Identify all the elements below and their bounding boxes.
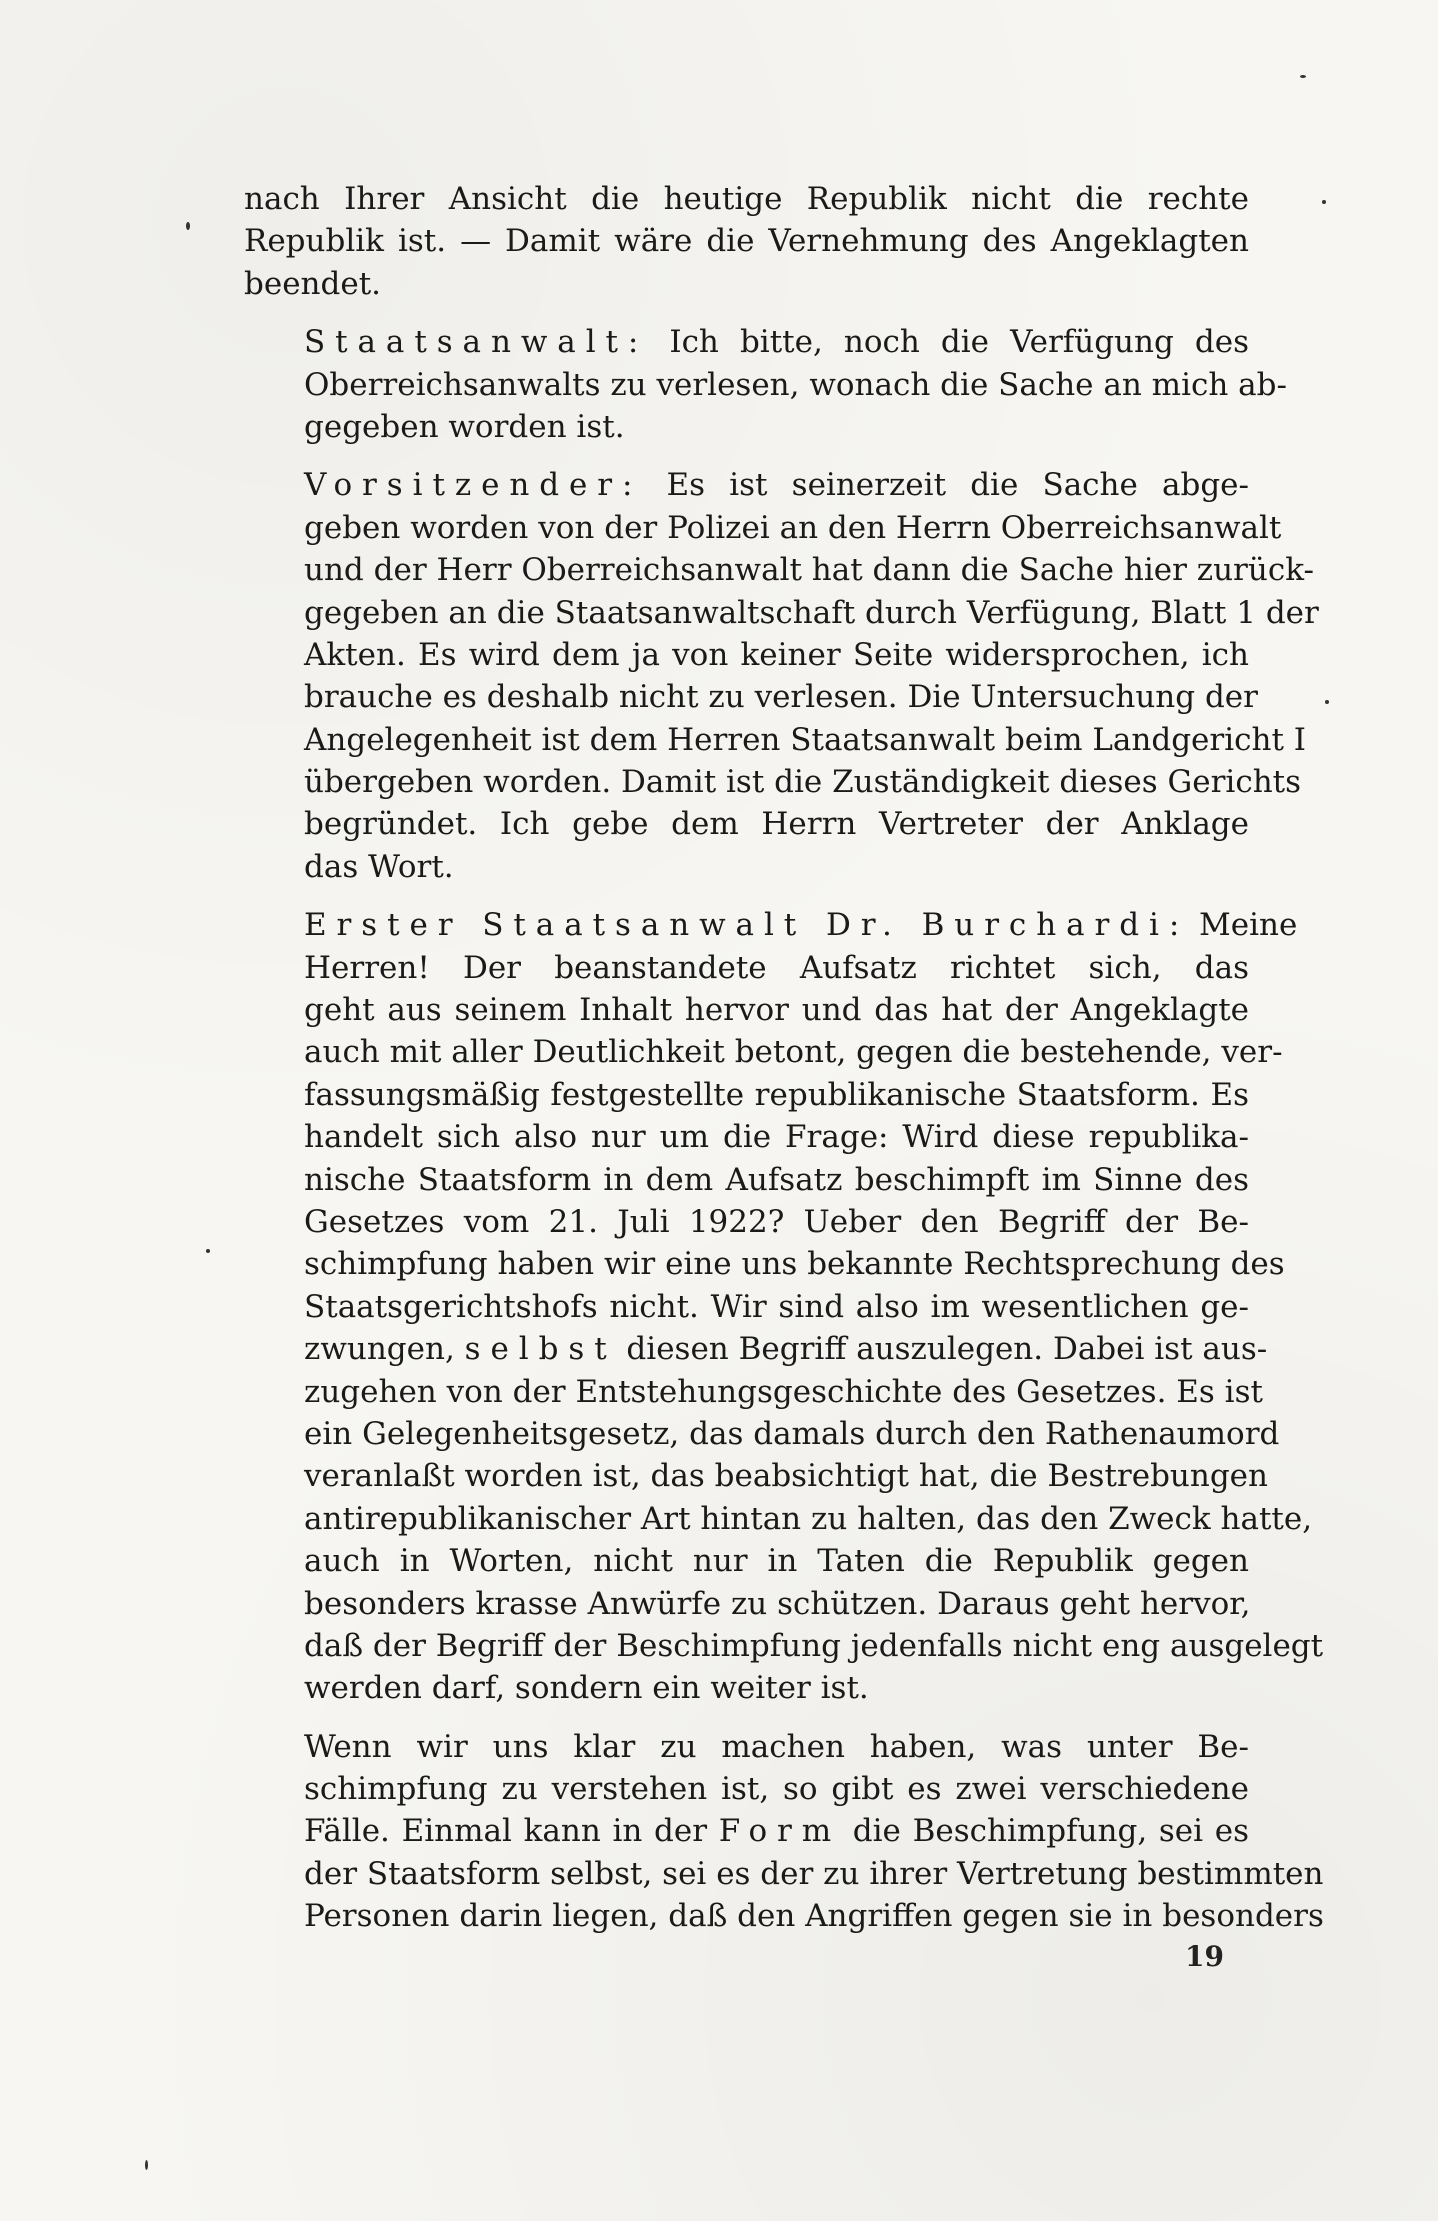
paragraph-4: [244, 904, 1324, 1709]
text-line: Herren! Der beanstandete Aufsatz richtet sich, das: [304, 949, 1249, 986]
text-line: beendet.: [244, 265, 382, 302]
text-line: Fälle. Einmal kann in der Form die Beschimpfung, sei es: [304, 1813, 1249, 1850]
text-line: Personen darin liegen, daß den Angriffen gegen sie in besonders: [304, 1898, 1324, 1935]
text-line: Akten. Es wird dem ja von keiner Seite widersprochen, ich: [304, 636, 1249, 673]
emphasized-word: Form: [718, 1813, 842, 1850]
body-text: [244, 178, 1324, 1938]
speaker-name: Vorsitzender:: [304, 467, 643, 504]
scan-speck: [206, 1249, 210, 1253]
text-line: antirepublikanischer Art hintan zu halten, das den Zweck hatte,: [304, 1500, 1313, 1537]
paragraph-2: [244, 321, 1287, 448]
scan-speck: [1300, 75, 1306, 78]
text-line: brauche es deshalb nicht zu verlesen. Die Untersuchung der: [304, 679, 1258, 716]
text-line: zwungen, selbst diesen Begriff auszulegen. Dabei ist aus-: [304, 1331, 1268, 1368]
text-line: Staatsanwalt: Ich bitte, noch die Verfügung des: [304, 324, 1249, 361]
text-line: Erster Staatsanwalt Dr. Burchardi: Meine: [304, 907, 1298, 944]
text-line: auch mit aller Deutlichkeit betont, gegen die bestehende, ver-: [304, 1034, 1283, 1071]
text-line: übergeben worden. Damit ist die Zuständigkeit dieses Gerichts: [304, 764, 1302, 801]
text-line: veranlaßt worden ist, das beabsichtigt hat, die Bestrebungen: [304, 1458, 1268, 1495]
text-line: schimpfung zu verstehen ist, so gibt es zwei verschiedene: [304, 1771, 1249, 1808]
emphasized-word: selbst: [464, 1331, 617, 1368]
scan-speck: [1322, 200, 1326, 204]
text-line: handelt sich also nur um die Frage: Wird diese republika-: [304, 1119, 1249, 1156]
text-line: nische Staatsform in dem Aufsatz beschimpft im Sinne des: [304, 1161, 1249, 1198]
text-line: gegeben an die Staatsanwaltschaft durch Verfügung, Blatt 1 der: [304, 594, 1319, 631]
text-line: zugehen von der Entstehungsgeschichte des Gesetzes. Es ist: [304, 1373, 1263, 1410]
scan-speck: [1325, 700, 1329, 704]
speaker-name: Staatsanwalt:: [304, 324, 649, 361]
text-line: das Wort.: [304, 848, 454, 885]
text-line: gegeben worden ist.: [304, 408, 625, 445]
text-line: Oberreichsanwalts zu verlesen, wonach die Sache an mich ab-: [304, 366, 1287, 403]
text-line: besonders krasse Anwürfe zu schützen. Daraus geht hervor,: [304, 1585, 1251, 1622]
text-line: werden darf, sondern ein weiter ist.: [304, 1670, 869, 1707]
text-line: und der Herr Oberreichsanwalt hat dann die Sache hier zurück-: [304, 552, 1314, 589]
text-line: geht aus seinem Inhalt hervor und das hat der Angeklagte: [304, 992, 1249, 1029]
text-line: Wenn wir uns klar zu machen haben, was unter Be-: [304, 1728, 1249, 1765]
paragraph-3: [244, 464, 1319, 888]
text-line: Republik ist. — Damit wäre die Vernehmung des Angeklagten: [244, 223, 1249, 260]
text-line: daß der Begriff der Beschimpfung jedenfalls nicht eng ausgelegt: [304, 1627, 1324, 1664]
text-line: auch in Worten, nicht nur in Taten die Republik gegen: [304, 1543, 1249, 1580]
text-line: Angelegenheit ist dem Herren Staatsanwalt beim Landgericht I: [304, 721, 1307, 758]
paragraph-5: [244, 1726, 1324, 1938]
paragraph-1: [244, 178, 1249, 305]
speaker-name: Erster Staatsanwalt Dr. Burchardi:: [304, 907, 1190, 944]
text-line: geben worden von der Polizei an den Herrn Oberreichsanwalt: [304, 509, 1282, 546]
text-line: begründet. Ich gebe dem Herrn Vertreter der Anklage: [304, 806, 1249, 843]
page-number: 19: [1185, 1940, 1224, 1973]
text-line: Vorsitzender: Es ist seinerzeit die Sache abge-: [304, 467, 1249, 504]
text-line: Staatsgerichtshofs nicht. Wir sind also im wesentlichen ge-: [304, 1288, 1249, 1325]
text-line: schimpfung haben wir eine uns bekannte Rechtsprechung des: [304, 1246, 1285, 1283]
text-line: ein Gelegenheitsgesetz, das damals durch den Rathenaumord: [304, 1415, 1280, 1452]
scan-speck: [186, 222, 190, 230]
text-line: Gesetzes vom 21. Juli 1922? Ueber den Begriff der Be-: [304, 1203, 1249, 1240]
scan-speck: [145, 2160, 148, 2170]
text-line: fassungsmäßig festgestellte republikanische Staatsform. Es: [304, 1076, 1249, 1113]
text-line: nach Ihrer Ansicht die heutige Republik nicht die rechte: [244, 181, 1249, 217]
text-line: der Staatsform selbst, sei es der zu ihrer Vertretung bestimmten: [304, 1855, 1324, 1892]
